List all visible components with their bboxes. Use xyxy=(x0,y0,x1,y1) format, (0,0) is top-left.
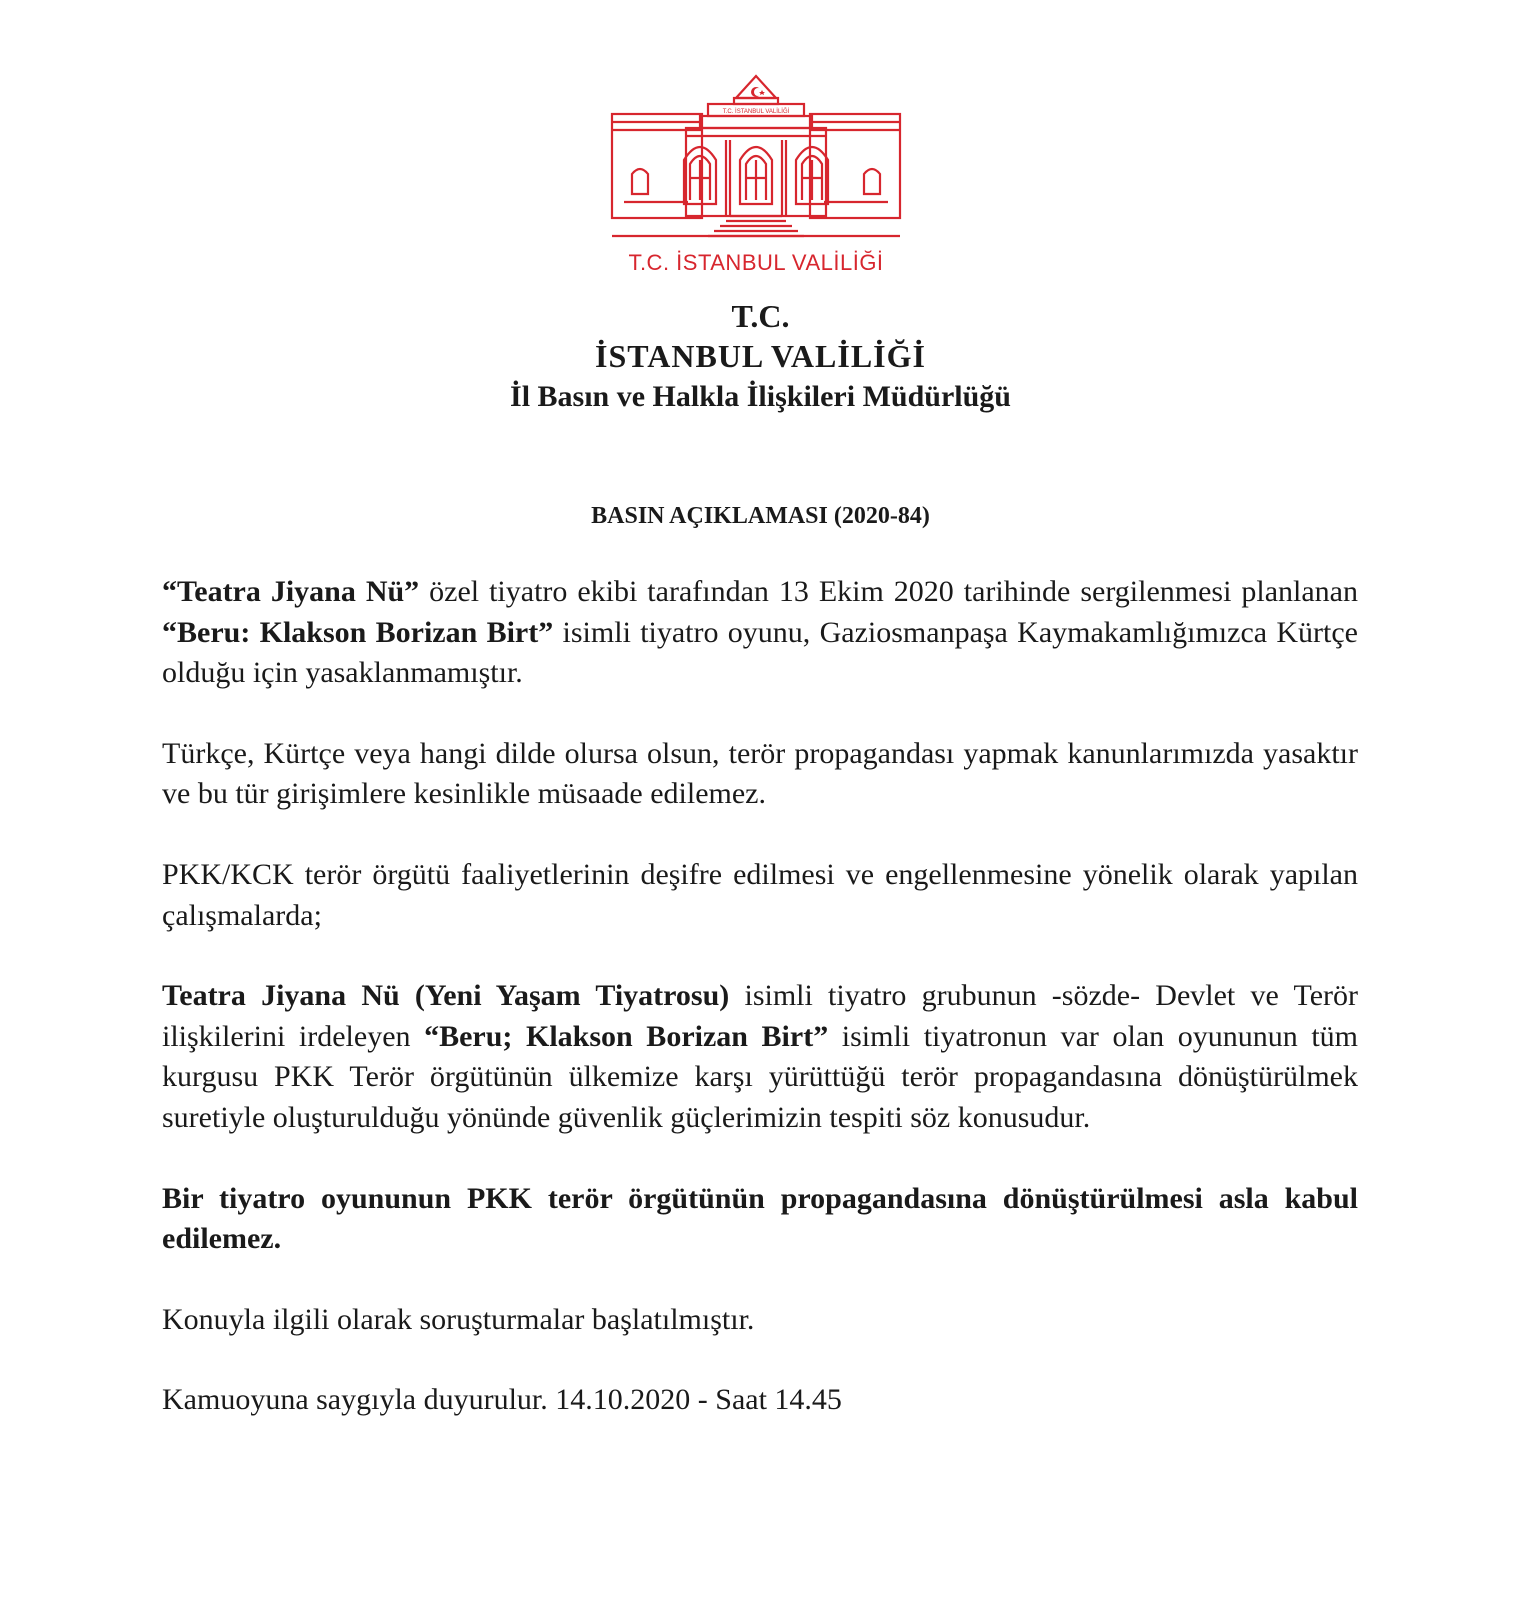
p4-text-2: isimli tiyatronun var olan oyununun tüm kurgusu PKK Terör örgütünün ülkemize karşı yürüttüğü terör propagandasına dönüştürülmek suretiyle oluşturulduğu yönünde güvenlik güçlerimizin tespiti söz konusudur. xyxy=(162,1019,1358,1134)
paragraph-7-closing: Kamuoyuna saygıyla duyurulur. 14.10.2020 - Saat 14.45 xyxy=(162,1383,842,1417)
logo-plaque-text: T.C. İSTANBUL VALİLİĞİ xyxy=(722,109,790,115)
p4-text-1: isimli tiyatro grubunun -sözde- Devlet ve Terör ilişkilerini irdeleyen xyxy=(162,979,1358,1053)
p4-bold-2: “Beru; Klakson Borizan Birt” xyxy=(424,1019,829,1053)
document-body xyxy=(162,572,1358,1421)
header-line-3: İl Basın ve Halkla İlişkileri Müdürlüğü xyxy=(510,380,1011,413)
paragraph-1 xyxy=(162,572,1358,694)
p1-bold-1: “Teatra Jiyana Nü” xyxy=(162,575,420,608)
paragraph-4 xyxy=(162,976,1358,1138)
header-line-2: İSTANBUL VALİLİĞİ xyxy=(595,338,926,374)
paragraph-5: Bir tiyatro oyununun PKK terör örgütünün propagandasına dönüştürülmesi asla kabul edilemez. xyxy=(162,1181,1358,1256)
p4-bold-1: Teatra Jiyana Nü (Yeni Yaşam Tiyatrosu) xyxy=(162,979,730,1013)
p1-text-2: isimli tiyatro oyunu, Gaziosmanpaşa Kaymakamlığımızca Kürtçe olduğu için yasaklanmamıştır. xyxy=(162,615,1358,690)
paragraph-6: Konuyla ilgili olarak soruşturmalar başlatılmıştır. xyxy=(162,1302,755,1336)
p1-bold-2: “Beru: Klakson Borizan Birt” xyxy=(162,615,554,649)
logo-caption: T.C. İSTANBUL VALİLİĞİ xyxy=(628,250,884,275)
header-line-1: T.C. xyxy=(731,298,790,334)
istanbul-governorship-logo xyxy=(610,70,902,282)
p1-text-1: özel tiyatro ekibi tarafından 13 Ekim 2020 tarihinde sergilenmesi planlanan xyxy=(419,575,1359,608)
letterhead xyxy=(0,296,1521,418)
paragraph-3: PKK/KCK terör örgütü faaliyetlerinin deşifre edilmesi ve engellenmesine yönelik olarak yapılan çalışmalarda; xyxy=(162,857,1358,932)
document-title: BASIN AÇIKLAMASI (2020-84) xyxy=(591,503,930,529)
paragraph-2: Türkçe, Kürtçe veya hangi dilde olursa olsun, terör propagandası yapmak kanunlarımızda yasaktır ve bu tür girişimlere kesinlikle müsaade edilemez. xyxy=(162,736,1358,811)
